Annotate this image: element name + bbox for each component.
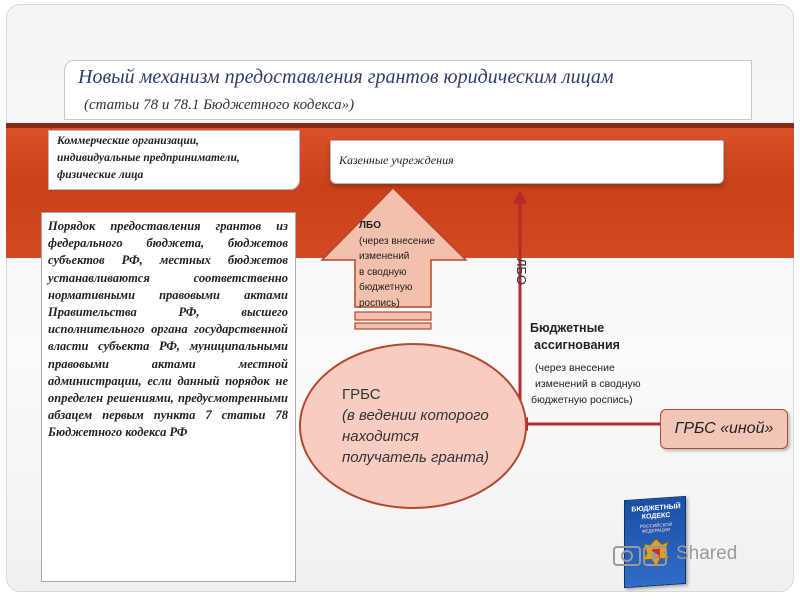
lbo-line: в сводную — [359, 266, 407, 278]
page-title: Новый механизм предоставления грантов юридическим лицам — [78, 66, 614, 88]
grbs-line: находится — [342, 428, 419, 445]
budget-note-line: изменений в сводную — [535, 378, 641, 390]
arrow-stripe — [355, 323, 431, 329]
budget-title-line: ассигнования — [534, 338, 620, 352]
budget-allocations-title — [530, 320, 670, 354]
commercial-line: Коммерческие организации, — [57, 135, 200, 147]
lbo-vertical-label: ЛБО — [514, 258, 529, 286]
book-subtitle: РОССИЙСКОЙ ФЕДЕРАЦИИ — [640, 521, 672, 534]
grbs-other-label: ГРБС «иной» — [674, 420, 774, 437]
budget-note-line: бюджетную роспись) — [531, 394, 633, 406]
book-title-line: БЮДЖЕТНЫЙ — [631, 503, 681, 514]
book-title — [627, 503, 685, 523]
grbs-line: (в ведении которого — [342, 407, 489, 424]
commercial-line: физические лица — [57, 169, 144, 181]
grbs-title: ГРБС — [342, 386, 381, 403]
lbo-line: роспись) — [359, 297, 400, 309]
arrow-stripe — [355, 312, 431, 320]
up-arrowhead — [513, 190, 527, 204]
budget-title-line: Бюджетные — [530, 321, 605, 335]
lbo-line: (через внесение — [359, 235, 435, 247]
order-text: Порядок предоставления грантов из федерального бюджета, бюджетов субъектов РФ, местных бюджетов устанавливаются соответственно нормативными правовыми актами Правительства РФ, высшего исполнительного органа государственной власти субъекта РФ, муниципальными правовыми актами местной администрации, если данный порядок не определен решениями, предусмотренными абзацем первым пункта 7 статьи 78 Бюджетного кодекса РФ — [48, 219, 288, 440]
budget-allocations-note — [531, 360, 671, 408]
commercial-line: индивидуальные предприниматели, — [57, 152, 240, 164]
watermark — [612, 540, 772, 570]
lbo-line: изменений — [359, 251, 410, 262]
lbo-arrow-text — [359, 218, 439, 311]
projector-icon — [612, 543, 672, 569]
grbs-text — [342, 384, 522, 468]
budget-note-line: (через внесение — [535, 362, 615, 374]
book-title-line: КОДЕКС — [641, 511, 671, 521]
state-institutions-label: Казенные учреждения — [339, 153, 454, 167]
lbo-line: бюджетную — [359, 282, 413, 293]
lbo-title: ЛБО — [359, 220, 381, 231]
page-subtitle: (статьи 78 и 78.1 Бюджетного кодекса») — [84, 97, 355, 113]
watermark-text: Shared — [676, 543, 738, 564]
grbs-line: получатель гранта) — [342, 449, 490, 466]
grbs-other-box — [660, 409, 788, 449]
